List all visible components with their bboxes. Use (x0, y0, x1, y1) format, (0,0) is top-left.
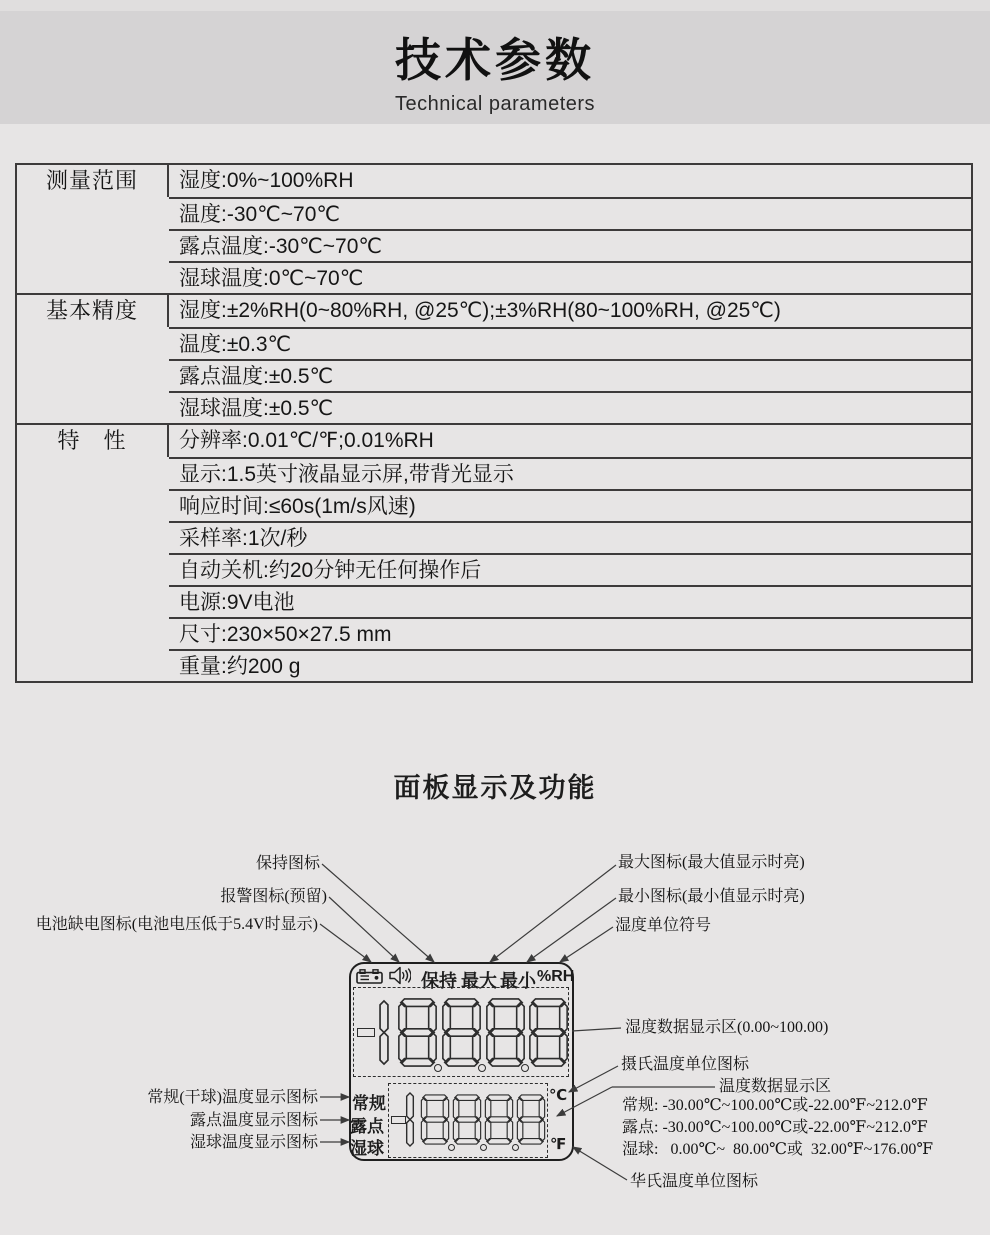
spec-row: 湿度:0%~100%RH (179, 169, 354, 192)
humidity-digit-8 (441, 995, 482, 1070)
spec-row: 露点温度:±0.5℃ (169, 359, 971, 391)
normal-temp-icon-label: 常规(干球)温度显示图标 (147, 1089, 318, 1106)
lcd-normal-indicator: 常规 (352, 1094, 386, 1113)
speaker-alarm-icon (389, 966, 411, 985)
humidity-digit-1 (377, 995, 391, 1070)
spec-row: 重量:约200 g (169, 649, 971, 681)
page-subtitle: Technical parameters (394, 93, 596, 115)
spec-row: 分辨率:0.01℃/℉;0.01%RH (179, 429, 434, 452)
lcd-rh-unit: %RH (537, 968, 575, 985)
spec-row: 温度:±0.3℃ (169, 327, 971, 359)
battery-icon (356, 969, 383, 984)
alarm-icon-label: 报警图标(预留) (220, 888, 327, 905)
temperature-digit-8 (452, 1088, 482, 1151)
temperature-decimal-point (512, 1144, 519, 1151)
page-title: 技术参数 (395, 34, 595, 86)
spec-row: 显示:1.5英寸液晶显示屏,带背光显示 (169, 457, 971, 489)
temp-range-dew: 露点: -30.00℃~100.00℃或-22.00℉~212.0℉ (622, 1119, 928, 1136)
temperature-digit-8 (516, 1088, 546, 1151)
humidity-decimal-point (434, 1064, 442, 1072)
hold-icon-label: 保持图标 (255, 855, 320, 872)
temperature-digit-8 (420, 1088, 450, 1151)
humidity-unit-label: 湿度单位符号 (615, 917, 712, 934)
panel-section-title: 面板显示及功能 (393, 773, 597, 803)
humidity-decimal-point (521, 1064, 529, 1072)
spec-row: 湿度:±2%RH(0~80%RH, @25℃);±3%RH(80~100%RH, @25℃) (179, 299, 781, 322)
header-band (0, 11, 990, 124)
section-label: 测量范围 (17, 165, 169, 197)
section-features (17, 423, 971, 681)
min-icon-label: 最小图标(最小值显示时亮) (618, 888, 805, 905)
lcd-celsius-unit: ℃ (549, 1087, 568, 1104)
section-measurement-range (17, 165, 971, 293)
spec-row: 电源:9V电池 (169, 585, 971, 617)
battery-icon-label: 电池缺电图标(电池电压低于5.4V时显示) (35, 916, 318, 933)
max-icon-label: 最大图标(最大值显示时亮) (618, 854, 805, 871)
temp-range-normal: 常规: -30.00℃~100.00℃或-22.00℉~212.0℉ (622, 1097, 928, 1114)
humidity-decimal-point (478, 1064, 486, 1072)
fahrenheit-unit-label: 华氏温度单位图标 (630, 1173, 759, 1190)
spec-row: 温度:-30℃~70℃ (169, 197, 971, 229)
humidity-digit-8 (528, 995, 569, 1070)
lcd-wet-indicator: 湿球 (350, 1139, 384, 1158)
section-label: 特 性 (17, 425, 169, 457)
temperature-digit-1 (404, 1088, 416, 1151)
temperature-decimal-point (448, 1144, 455, 1151)
section-basic-accuracy (17, 293, 971, 423)
temperature-decimal-point (480, 1144, 487, 1151)
spec-row: 响应时间:≤60s(1m/s风速) (169, 489, 971, 521)
temp-area-label: 温度数据显示区 (719, 1078, 832, 1095)
top-strip (0, 0, 990, 11)
lcd-dew-indicator: 露点 (350, 1117, 384, 1136)
celsius-unit-label: 摄氏温度单位图标 (621, 1056, 750, 1073)
spec-row: 采样率:1次/秒 (169, 521, 971, 553)
temp-range-wet: 湿球: 0.00℃~ 80.00℃或 32.00℉~176.00℉ (622, 1141, 934, 1158)
humidity-digit-8 (397, 995, 438, 1070)
temperature-digit-8 (484, 1088, 514, 1151)
spec-row: 湿球温度:0℃~70℃ (169, 261, 971, 293)
humidity-area-label: 湿度数据显示区(0.00~100.00) (625, 1019, 829, 1036)
lcd-max-indicator: 最大 (461, 971, 497, 991)
spec-row: 自动关机:约20分钟无任何操作后 (169, 553, 971, 585)
spec-row: 尺寸:230×50×27.5 mm (169, 617, 971, 649)
lcd-hold-indicator: 保持 (421, 971, 457, 991)
section-label: 基本精度 (17, 295, 169, 327)
humidity-digit-8 (485, 995, 526, 1070)
lcd-min-indicator: 最小 (500, 971, 536, 991)
dew-temp-icon-label: 露点温度显示图标 (189, 1112, 318, 1129)
wet-temp-icon-label: 湿球温度显示图标 (189, 1134, 318, 1151)
spec-table (15, 163, 973, 683)
lcd-fahrenheit-unit: ℉ (550, 1136, 567, 1153)
humidity-minus-segment (357, 1028, 375, 1037)
spec-row: 露点温度:-30℃~70℃ (169, 229, 971, 261)
spec-row: 湿球温度:±0.5℃ (169, 391, 971, 423)
